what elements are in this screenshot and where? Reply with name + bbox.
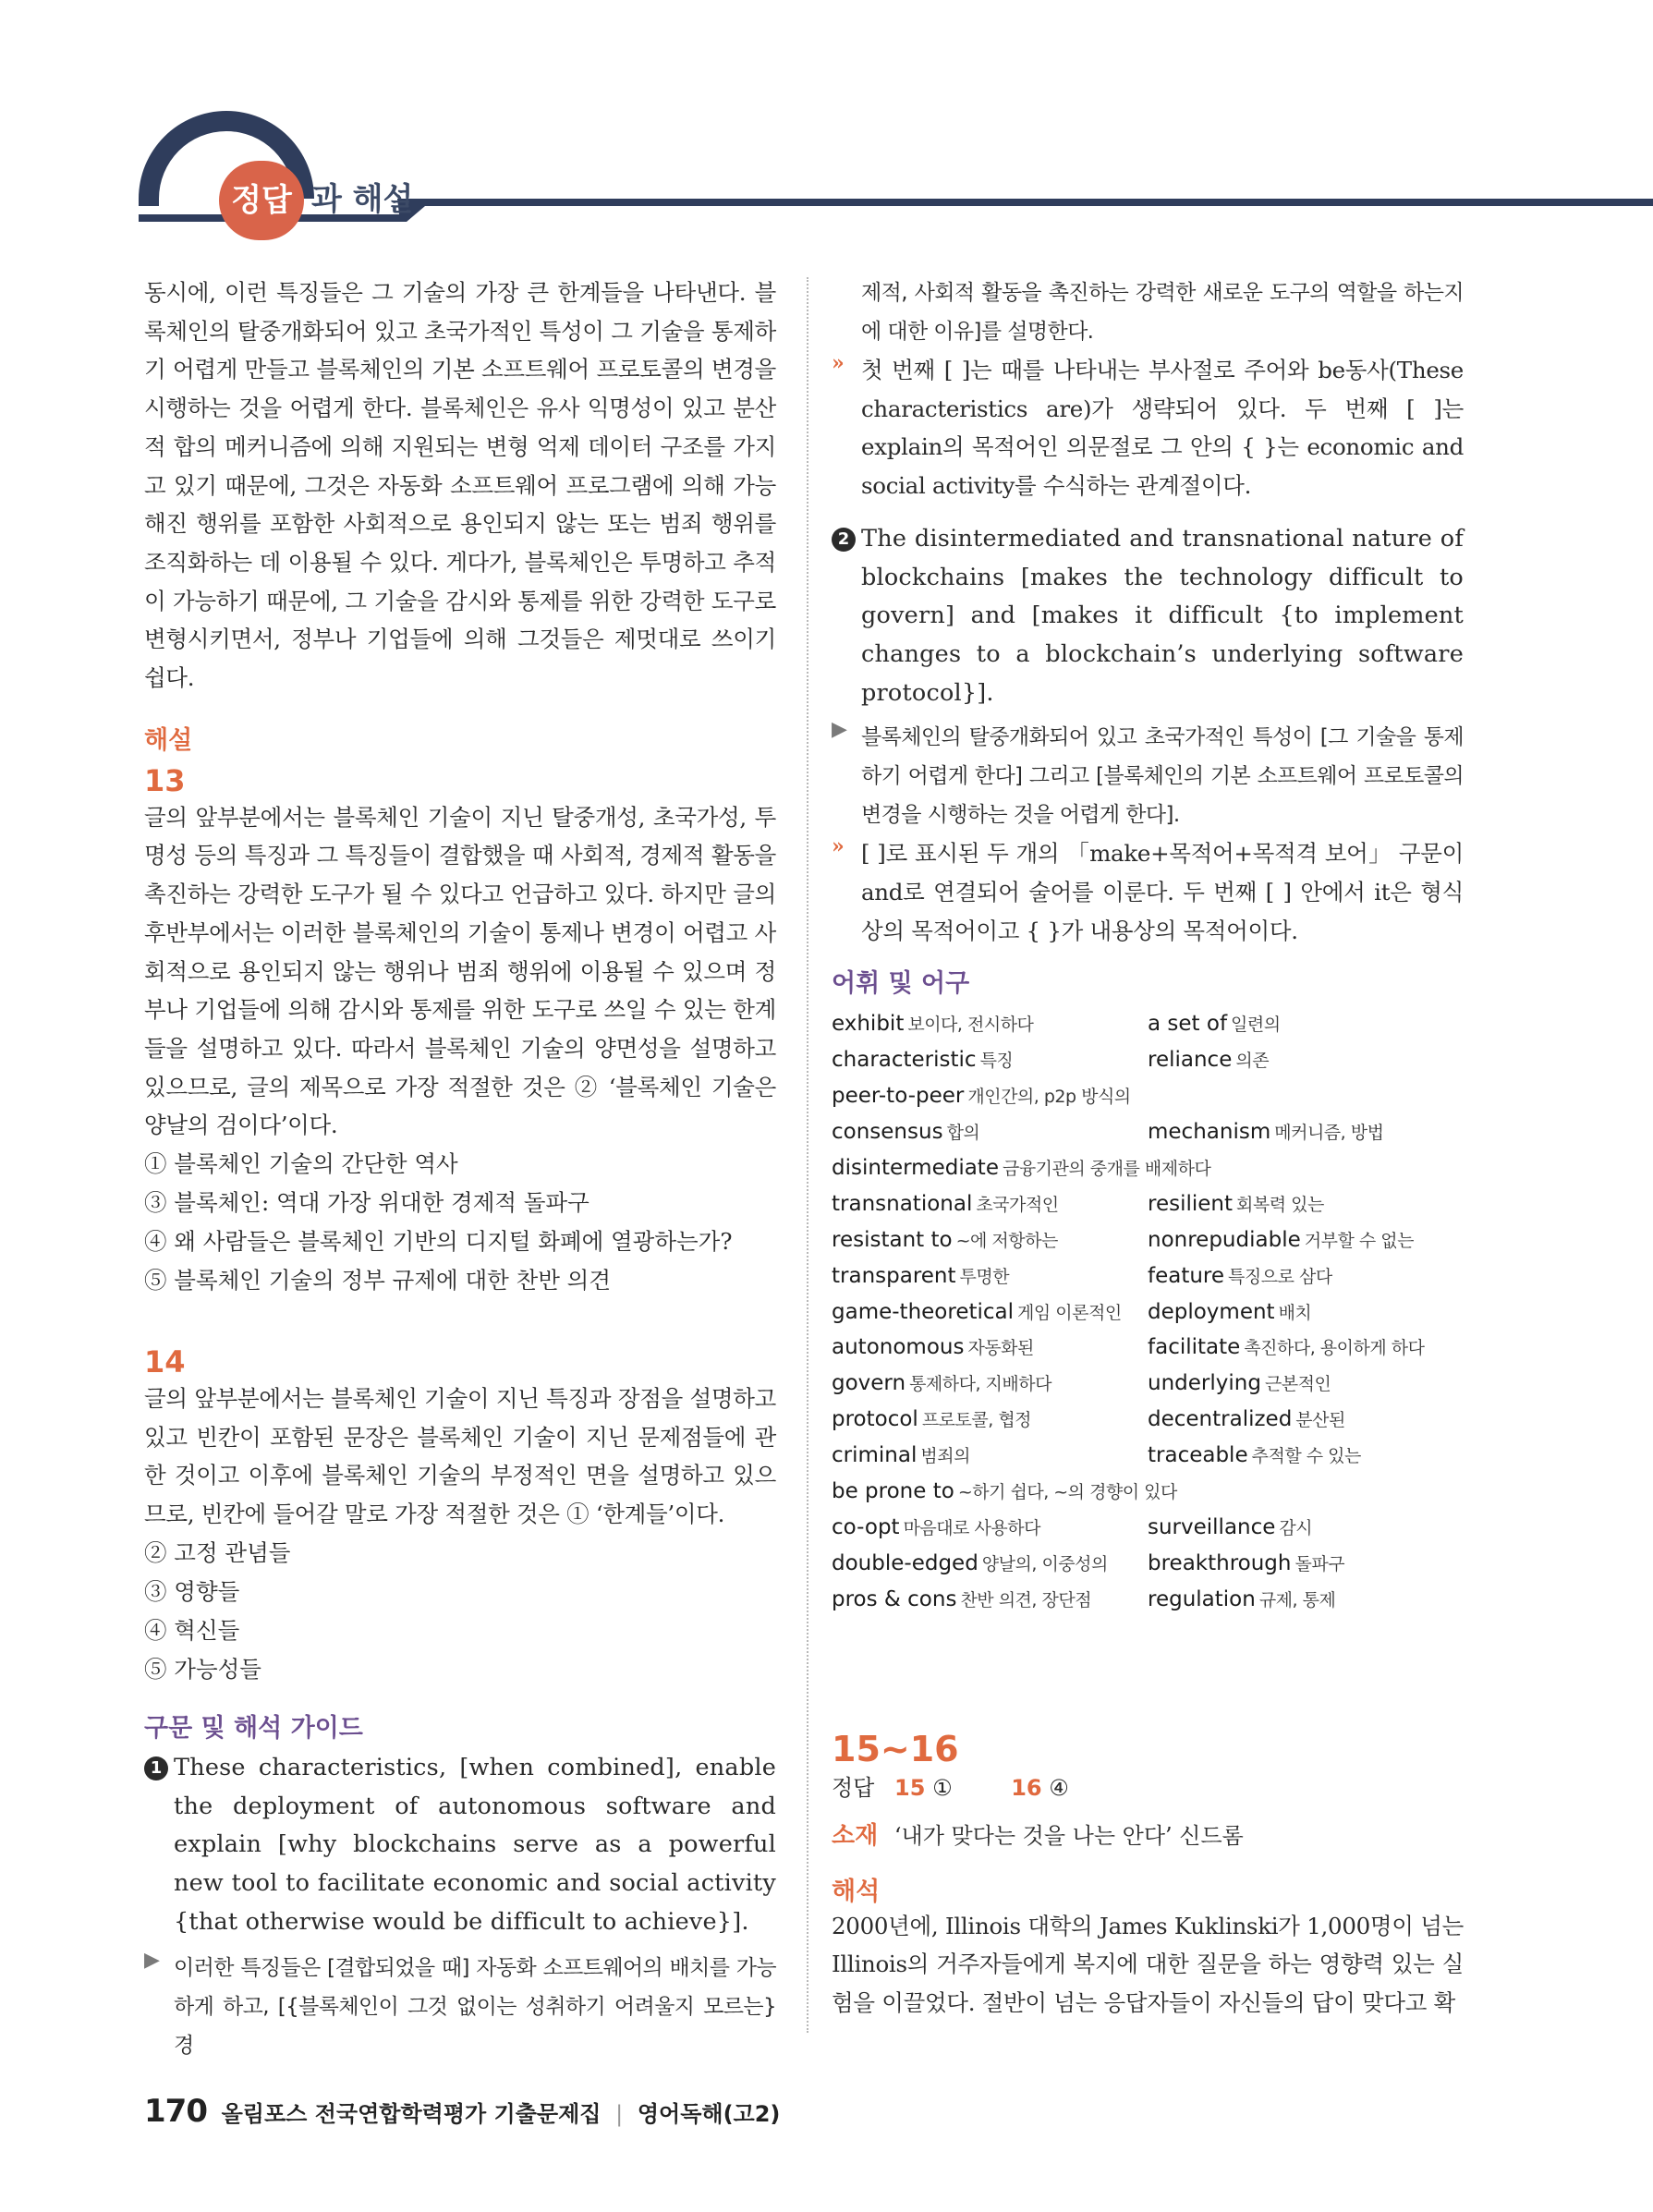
- left-column: [144, 273, 776, 2065]
- vocab-meaning: 거부할 수 없는: [1304, 1230, 1414, 1251]
- vocab-meaning: 촉진하다, 용이하게 하다: [1244, 1338, 1425, 1359]
- haeseok-heading: 해석: [832, 1877, 881, 1906]
- vocab-entry: [1148, 1366, 1464, 1402]
- guide-sentence-1-translation: [144, 1949, 776, 2065]
- grammar-note-2-text: [ ]로 표시된 두 개의 「make+목적어+목적격 보어」 구문이 and로 연결되어 술어를 이룬다. 두 번째 [ ] 안에서 it은 형식상의 목적어이고 { }가 내용상의 목적어이다.: [861, 840, 1464, 944]
- page-number: 170: [144, 2093, 207, 2130]
- vocab-meaning: 배치: [1278, 1302, 1312, 1323]
- vocab-word: consensus: [832, 1120, 943, 1145]
- vocab-entry: [1148, 1006, 1464, 1042]
- vocab-word: underlying: [1148, 1371, 1261, 1396]
- topic-label: 소재: [832, 1821, 879, 1850]
- double-arrow-icon: »: [832, 351, 845, 375]
- vocab-row: [832, 1510, 1464, 1546]
- guide-sentence-2-translation: [832, 718, 1464, 834]
- vocab-meaning: 특징으로 삼다: [1228, 1266, 1332, 1287]
- header-title-text: 과 해설: [311, 181, 414, 218]
- vocab-row: [832, 1582, 1464, 1618]
- vocab-entry: [832, 1366, 1148, 1402]
- q14-choice-5: ⑤ 가능성들: [144, 1655, 261, 1683]
- vocab-row: [832, 1438, 1464, 1474]
- vocab-word: govern: [832, 1371, 906, 1396]
- vocab-entry: [1148, 1402, 1464, 1438]
- number-2-icon: 2: [832, 528, 856, 552]
- vocab-word: exhibit: [832, 1012, 905, 1037]
- footer-separator: |: [615, 2101, 624, 2127]
- book-subject: 영어독해(고2): [637, 2101, 781, 2127]
- vocab-word: facilitate: [1148, 1335, 1241, 1360]
- vocab-word: game-theoretical: [832, 1299, 1015, 1324]
- vocab-word: nonrepudiable: [1148, 1227, 1301, 1252]
- q13-number: 13: [144, 762, 186, 798]
- vocab-word: autonomous: [832, 1335, 965, 1360]
- answer-16-value: ④: [1049, 1774, 1069, 1801]
- vocab-word: deployment: [1148, 1299, 1275, 1324]
- q13-choice-1: ① 블록체인 기술의 간단한 역사: [144, 1150, 458, 1178]
- vocab-meaning: 초국가적인: [976, 1194, 1059, 1215]
- vocab-meaning: 감시: [1279, 1517, 1313, 1538]
- vocab-list: [832, 1006, 1464, 1617]
- book-title: 올림포스 전국연합학력평가 기출문제집: [221, 2101, 602, 2127]
- vocab-meaning: 의존: [1235, 1051, 1270, 1072]
- translation-continued: 동시에, 이런 특징들은 그 기술의 가장 큰 한계들을 나타낸다. 블록체인의 탈중개화되어 있고 초국가적인 특성이 그 기술을 통제하기 어렵게 만들고 블록체인의 기본 소프트웨어 프로토콜의 변경을 시행하는 것을 어렵게 한다. 블록체인은 유사 익명성이 있고 분산적 합의 메커니즘에 의해 지원되는 변형 억제 데이터 구조를 가지고 있기 때문에, 그것은 자동화 소프트웨어 프로그램에 의해 가능해진 행위를 포함한 사회적으로 용인되지 않는 또는 범죄 행위를 조직화하는 데 이용될 수 있다. 게다가, 블록체인은 투명하고 추적이 가능하기 때문에, 그 기술을 감시와 통제를 위한 강력한 도구로 변형시키면서, 정부나 기업들에 의해 그것들은 제멋대로 쓰이기 쉽다.: [144, 279, 776, 692]
- vocab-word: be prone to: [832, 1479, 954, 1504]
- vocab-row: [832, 1402, 1464, 1438]
- vocab-meaning: 보이다, 전시하다: [907, 1015, 1034, 1036]
- number-1-icon: 1: [144, 1756, 168, 1781]
- topic-text: ‘내가 맞다는 것을 나는 안다’ 신드롬: [893, 1822, 1244, 1849]
- vocab-word: transnational: [832, 1191, 973, 1216]
- vocab-entry: [832, 1006, 1148, 1042]
- vocab-row: [832, 1114, 1464, 1150]
- vocab-word: co-opt: [832, 1514, 900, 1539]
- vocab-meaning: 추적할 수 있는: [1251, 1446, 1361, 1467]
- guide-sentence-1-translation-cont: [832, 273, 1464, 351]
- vocab-meaning: 회복력 있는: [1236, 1194, 1324, 1215]
- guide-sentence-1-korean-cont: 제적, 사회적 활동을 촉진하는 강력한 새로운 도구의 역할을 하는지에 대한 이유]를 설명한다.: [861, 281, 1464, 344]
- vocab-row: [832, 1546, 1464, 1582]
- q14-choice-3: ③ 영향들: [144, 1577, 240, 1605]
- vocab-word: resilient: [1148, 1191, 1233, 1216]
- vocab-entry: [1148, 1438, 1464, 1474]
- vocab-row: [832, 1294, 1464, 1331]
- answer-15-label: 15: [894, 1774, 926, 1801]
- vocab-row: [832, 1222, 1464, 1258]
- page-header: [0, 0, 1653, 240]
- guide-sentence-2-korean: 블록체인의 탈중개화되어 있고 초국가적인 특성이 [그 기술을 통제하기 어렵게 한다] 그리고 [블록체인의 기본 소프트웨어 프로토콜의 변경을 시행하는 것을 어렵게 한다].: [861, 725, 1464, 828]
- vocab-entry: [1148, 1546, 1464, 1582]
- vocab-row: [832, 1078, 1464, 1114]
- vocab-row: [832, 1006, 1464, 1042]
- vocab-row: [832, 1042, 1464, 1078]
- grammar-note-1: [832, 351, 1464, 505]
- double-arrow-icon: »: [832, 834, 845, 859]
- vocab-entry: [832, 1186, 1148, 1222]
- vocab-meaning: 범죄의: [920, 1446, 970, 1467]
- vocab-entry: [1148, 1114, 1464, 1150]
- vocab-word: reliance: [1148, 1048, 1233, 1073]
- guide-sentence-1: [144, 1749, 776, 1942]
- vocab-word: disintermediate: [832, 1156, 999, 1180]
- vocab-entry: [832, 1114, 1148, 1150]
- vocab-meaning: 일련의: [1231, 1015, 1281, 1036]
- header-arc-foot: [139, 199, 159, 206]
- vocab-entry: [1148, 1042, 1464, 1078]
- q13-explanation: 글의 앞부분에서는 블록체인 기술이 지닌 탈중개성, 초국가성, 투명성 등의 특징과 그 특징들이 결합했을 때 사회적, 경제적 활동을 촉진하는 강력한 도구가 될 수 있다고 언급하고 있다. 하지만 글의 후반부에서는 이러한 블록체인의 기술이 통제나 변경이 어렵고 사회적으로 용인되지 않는 행위나 범죄 행위에 이용될 수 있으며 정부나 기업들에 의해 감시와 통제를 위한 도구로 쓰일 수 있는 한계들을 설명하고 있다. 따라서 블록체인 기술의 양면성을 설명하고 있으므로, 글의 제목으로 가장 적절한 것은 ② ‘블록체인 기술은 양날의 검이다’이다.: [144, 803, 776, 1139]
- vocab-word: feature: [1148, 1263, 1225, 1288]
- vocab-word: a set of: [1148, 1012, 1228, 1037]
- vocab-meaning: 돌파구: [1294, 1553, 1345, 1574]
- vocab-meaning: 마음대로 사용하다: [903, 1517, 1040, 1538]
- vocab-word: surveillance: [1148, 1514, 1276, 1539]
- vocab-meaning: 특징: [979, 1051, 1014, 1072]
- vocab-entry: [832, 1294, 1148, 1331]
- vocab-word: mechanism: [1148, 1120, 1271, 1145]
- vocab-entry: [832, 1258, 1148, 1294]
- answer-16-label: 16: [1011, 1774, 1042, 1801]
- vocab-row: [832, 1366, 1464, 1402]
- vocab-word: criminal: [832, 1443, 918, 1468]
- guide-sentence-2: [832, 520, 1464, 713]
- vocab-meaning: ~하기 쉽다, ~의 경향이 있다: [957, 1482, 1177, 1503]
- vocab-word: resistant to: [832, 1227, 953, 1252]
- vocab-meaning: 찬반 의견, 장단점: [960, 1589, 1092, 1610]
- vocab-row: [832, 1150, 1464, 1186]
- vocab-meaning: 근본적인: [1264, 1374, 1331, 1395]
- guide-sentence-1-english: These characteristics, [when combined], enable the deployment of autonomous software and explain [why blockchains serve as a powerful new tool to facilitate economic and social activity {that otherwise would be difficult to achieve}].: [174, 1753, 776, 1936]
- vocab-entry: [832, 1402, 1148, 1438]
- vocab-word: breakthrough: [1148, 1550, 1292, 1575]
- triangle-bullet-icon: ▶: [832, 718, 847, 742]
- vocab-word: characteristic: [832, 1048, 977, 1073]
- vocab-meaning: 양날의, 이중성의: [981, 1553, 1108, 1574]
- answer-15-value: ①: [932, 1774, 953, 1801]
- grammar-note-1-text: 첫 번째 [ ]는 때를 나타내는 부사절로 주어와 be동사(These characteristics are)가 생략되어 있다. 두 번째 [ ]는 explain의 목적어인 의문절로 그 안의 { }는 economic and social activity를 수식하는 관계절이다.: [861, 357, 1464, 500]
- vocab-entry: [1148, 1186, 1464, 1222]
- q13-choice-5: ⑤ 블록체인 기술의 정부 규제에 대한 찬반 의견: [144, 1267, 612, 1294]
- vocab-entry: [832, 1042, 1148, 1078]
- vocab-word: transparent: [832, 1263, 956, 1288]
- vocab-entry: [832, 1330, 1148, 1366]
- vocab-meaning: 규제, 통제: [1258, 1589, 1336, 1610]
- vocab-meaning: 투명한: [959, 1266, 1010, 1287]
- vocab-entry: [832, 1150, 1464, 1186]
- vocab-meaning: 금융기관의 중개를 배제하다: [1002, 1159, 1211, 1179]
- vocab-word: decentralized: [1148, 1407, 1293, 1432]
- vocab-entry: [832, 1474, 1464, 1510]
- triangle-bullet-icon: ▶: [144, 1949, 160, 1973]
- vocab-heading: 어휘 및 어구: [832, 969, 970, 999]
- vocab-entry: [832, 1582, 1148, 1618]
- vocab-word: peer-to-peer: [832, 1084, 965, 1109]
- guide-sentence-2-english: The disintermediated and transnational nature of blockchains [makes the technology difficult to govern] and [makes it difficult {to implement changes to a blockchain’s underlying software protocol}].: [861, 524, 1464, 707]
- vocab-meaning: 프로토콜, 협정: [921, 1410, 1032, 1431]
- vocab-entry: [832, 1222, 1148, 1258]
- answer-badge: 정답: [219, 161, 304, 240]
- q13-choice-3: ③ 블록체인: 역대 가장 위대한 경제적 돌파구: [144, 1189, 589, 1217]
- vocab-row: [832, 1474, 1464, 1510]
- vocab-meaning: 개인간의, p2p 방식의: [967, 1087, 1131, 1108]
- vocab-word: traceable: [1148, 1443, 1248, 1468]
- vocab-row: [832, 1258, 1464, 1294]
- column-divider: [807, 277, 808, 2033]
- vocab-meaning: 합의: [946, 1123, 980, 1144]
- topic-line: [832, 1817, 1464, 1854]
- vocab-entry: [1148, 1258, 1464, 1294]
- vocab-meaning: 게임 이론적인: [1017, 1302, 1122, 1323]
- vocab-meaning: 자동화된: [967, 1338, 1034, 1359]
- answer-label: 정답: [832, 1774, 875, 1801]
- vocab-word: double-edged: [832, 1550, 978, 1575]
- q13-choice-4: ④ 왜 사람들은 블록체인 기반의 디지털 화폐에 열광하는가?: [144, 1228, 733, 1256]
- vocab-meaning: 통제하다, 지배하다: [909, 1374, 1051, 1395]
- vocab-word: protocol: [832, 1407, 918, 1432]
- answer-line: [832, 1769, 1464, 1806]
- vocab-entry: [1148, 1330, 1464, 1366]
- q14-number: 14: [144, 1344, 186, 1380]
- q14-choice-4: ④ 혁신들: [144, 1616, 240, 1644]
- vocab-word: regulation: [1148, 1586, 1256, 1611]
- vocab-entry: [1148, 1222, 1464, 1258]
- vocab-entry: [832, 1078, 1464, 1114]
- vocab-entry: [1148, 1582, 1464, 1618]
- q15-16-translation: 2000년에, Illinois 대학의 James Kuklinski가 1,000명이 넘는 Illinois의 거주자들에게 복지에 대한 질문을 하는 영향력 있는 실험을 이끌었다. 절반이 넘는 응답자들이 자신들의 답이 맞다고 확: [832, 1912, 1464, 2016]
- vocab-meaning: ~에 저항하는: [955, 1230, 1058, 1251]
- page-footer: [144, 2093, 780, 2130]
- vocab-entry: [832, 1510, 1148, 1546]
- guide-heading: 구문 및 해석 가이드: [144, 1713, 363, 1743]
- q15-16-number: 15~16: [832, 1728, 959, 1769]
- haeseol-heading: 해설: [144, 725, 193, 755]
- q14-explanation: 글의 앞부분에서는 블록체인 기술이 지닌 특징과 장점을 설명하고 있고 빈칸이 포함된 문장은 블록체인 기술이 지닌 문제점들에 관한 것이고 이후에 블록체인 기술의 부정적인 면을 설명하고 있으므로, 빈칸에 들어갈 말로 가장 적절한 것은 ① ‘한계들’이다.: [144, 1385, 776, 1528]
- vocab-entry: [832, 1438, 1148, 1474]
- right-column: [832, 273, 1464, 2023]
- vocab-entry: [832, 1546, 1148, 1582]
- q14-choice-2: ② 고정 관념들: [144, 1538, 291, 1566]
- vocab-meaning: 분산된: [1295, 1410, 1345, 1431]
- grammar-note-2: [832, 834, 1464, 950]
- vocab-entry: [1148, 1510, 1464, 1546]
- guide-sentence-1-korean: 이러한 특징들은 [결합되었을 때] 자동화 소프트웨어의 배치를 가능하게 하고, [{블록체인이 그것 없이는 성취하기 어려울지 모르는} 경: [174, 1956, 776, 2059]
- vocab-row: [832, 1186, 1464, 1222]
- vocab-meaning: 메커니즘, 방법: [1274, 1123, 1384, 1144]
- vocab-word: pros & cons: [832, 1586, 957, 1611]
- vocab-entry: [1148, 1294, 1464, 1331]
- vocab-row: [832, 1330, 1464, 1366]
